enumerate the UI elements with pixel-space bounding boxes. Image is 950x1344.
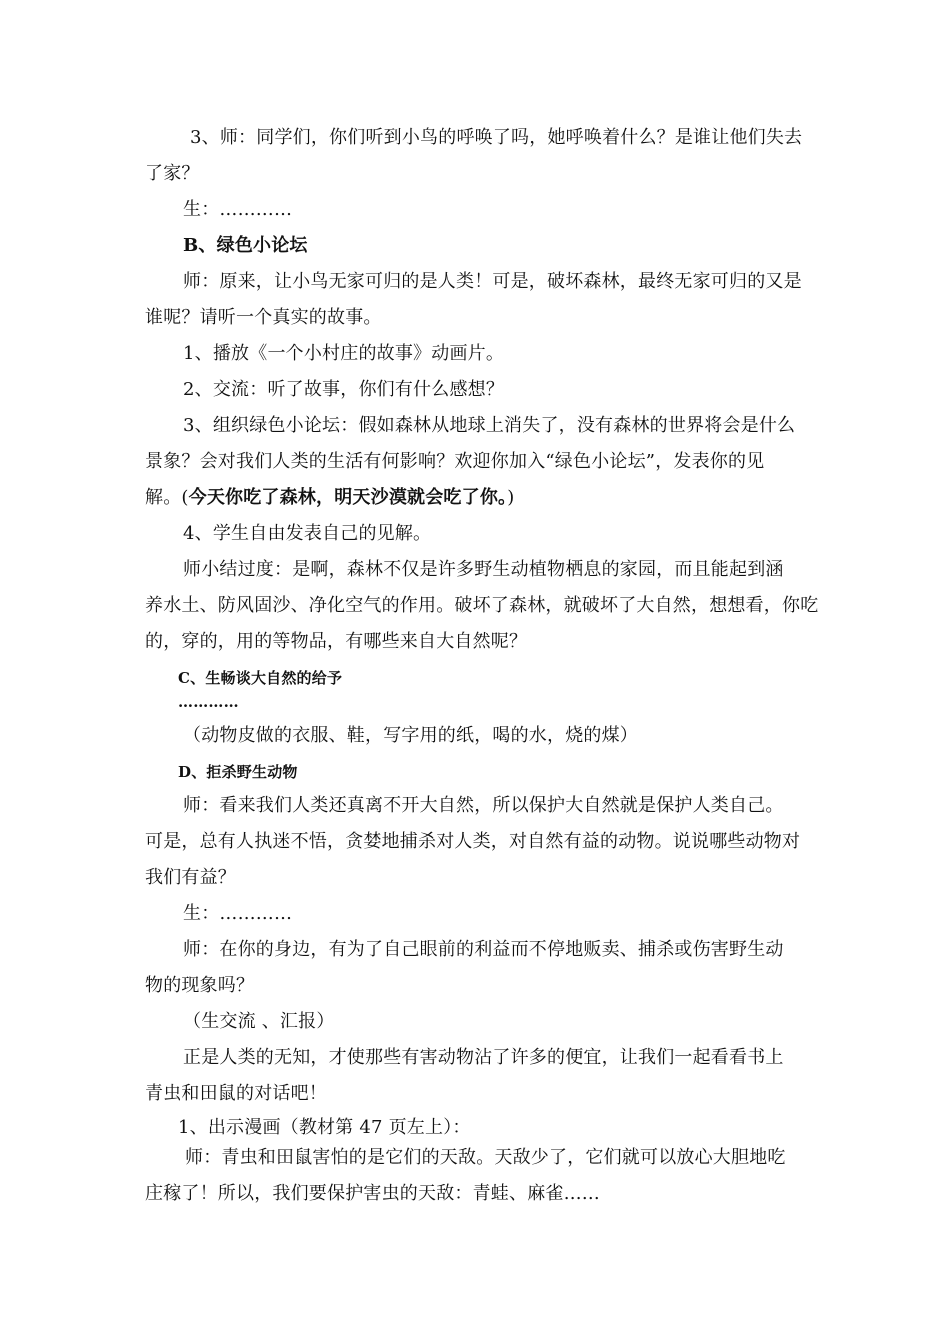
section-heading-c: C、生畅谈大自然的给予 (178, 669, 343, 687)
paragraph-line: 景象？会对我们人类的生活有何影响？欢迎你加入“绿色小论坛”，发表你的见 (145, 451, 765, 472)
paragraph-line: 3、师：同学们，你们听到小鸟的呼唤了吗，她呼唤着什么？是谁让他们失去 (190, 127, 803, 148)
paragraph-line: 师小结过度：是啊，森林不仅是许多野生动植物栖息的家园，而且能起到涵 (183, 559, 784, 580)
paragraph-line: 青虫和田鼠的对话吧！ (145, 1083, 327, 1104)
paragraph-line: 师：在你的身边，有为了自己眼前的利益而不停地贩卖、捕杀或伤害野生动 (183, 939, 784, 960)
paragraph-line: 3、组织绿色小论坛：假如森林从地球上消失了，没有森林的世界将会是什么 (183, 415, 796, 436)
bold-quote: 今天你吃了森林，明天沙漠就会吃了你。 (188, 487, 508, 508)
text-run: 解。( (145, 487, 189, 508)
text-run: ) (507, 487, 515, 508)
paragraph-line: 的，穿的，用的等物品，有哪些来自大自然呢？ (145, 631, 528, 652)
paragraph-line: 可是，总有人执迷不悟，贪婪地捕杀对人类，对自然有益的动物。说说哪些动物对 (145, 831, 801, 852)
paragraph-line: 生：………… (183, 199, 293, 220)
paragraph-line: 2、交流：听了故事，你们有什么感想？ (183, 379, 505, 400)
paragraph-line: 师：看来我们人类还真离不开大自然，所以保护大自然就是保护人类自己。 (183, 795, 784, 816)
paragraph-line: （生交流 、汇报） (183, 1011, 335, 1032)
paragraph-line: （动物皮做的衣服、鞋，写字用的纸，喝的水，烧的煤） (183, 725, 638, 746)
section-heading-b: B、绿色小论坛 (183, 235, 308, 256)
paragraph-line: 养水土、防风固沙、净化空气的作用。破坏了森林，就破坏了大自然，想想看，你吃 (145, 595, 819, 616)
paragraph-line-mixed (145, 486, 514, 510)
paragraph-line: 物的现象吗？ (145, 975, 255, 996)
paragraph-line: 1、播放《一个小村庄的故事》动画片。 (183, 343, 505, 364)
paragraph-line: 谁呢？请听一个真实的故事。 (145, 307, 382, 328)
paragraph-line: 4、学生自由发表自己的见解。 (183, 523, 432, 544)
ellipsis-line: ………… (178, 693, 239, 711)
paragraph-line: 师：原来，让小鸟无家可归的是人类！可是，破坏森林，最终无家可归的又是 (183, 271, 802, 292)
paragraph-line: 师：青虫和田鼠害怕的是它们的天敌。天敌少了，它们就可以放心大胆地吃 (185, 1147, 786, 1168)
paragraph-line: 生：………… (183, 903, 293, 924)
paragraph-line: 1、出示漫画（教材第 47 页左上）： (178, 1117, 471, 1138)
paragraph-line: 庄稼了！所以，我们要保护害虫的天敌：青蛙、麻雀…… (145, 1183, 600, 1204)
paragraph-line: 了家？ (145, 163, 200, 184)
paragraph-line: 我们有益？ (145, 867, 236, 888)
section-heading-d: D、拒杀野生动物 (178, 763, 298, 781)
paragraph-line: 正是人类的无知，才使那些有害动物沾了许多的便宜，让我们一起看看书上 (183, 1047, 784, 1068)
